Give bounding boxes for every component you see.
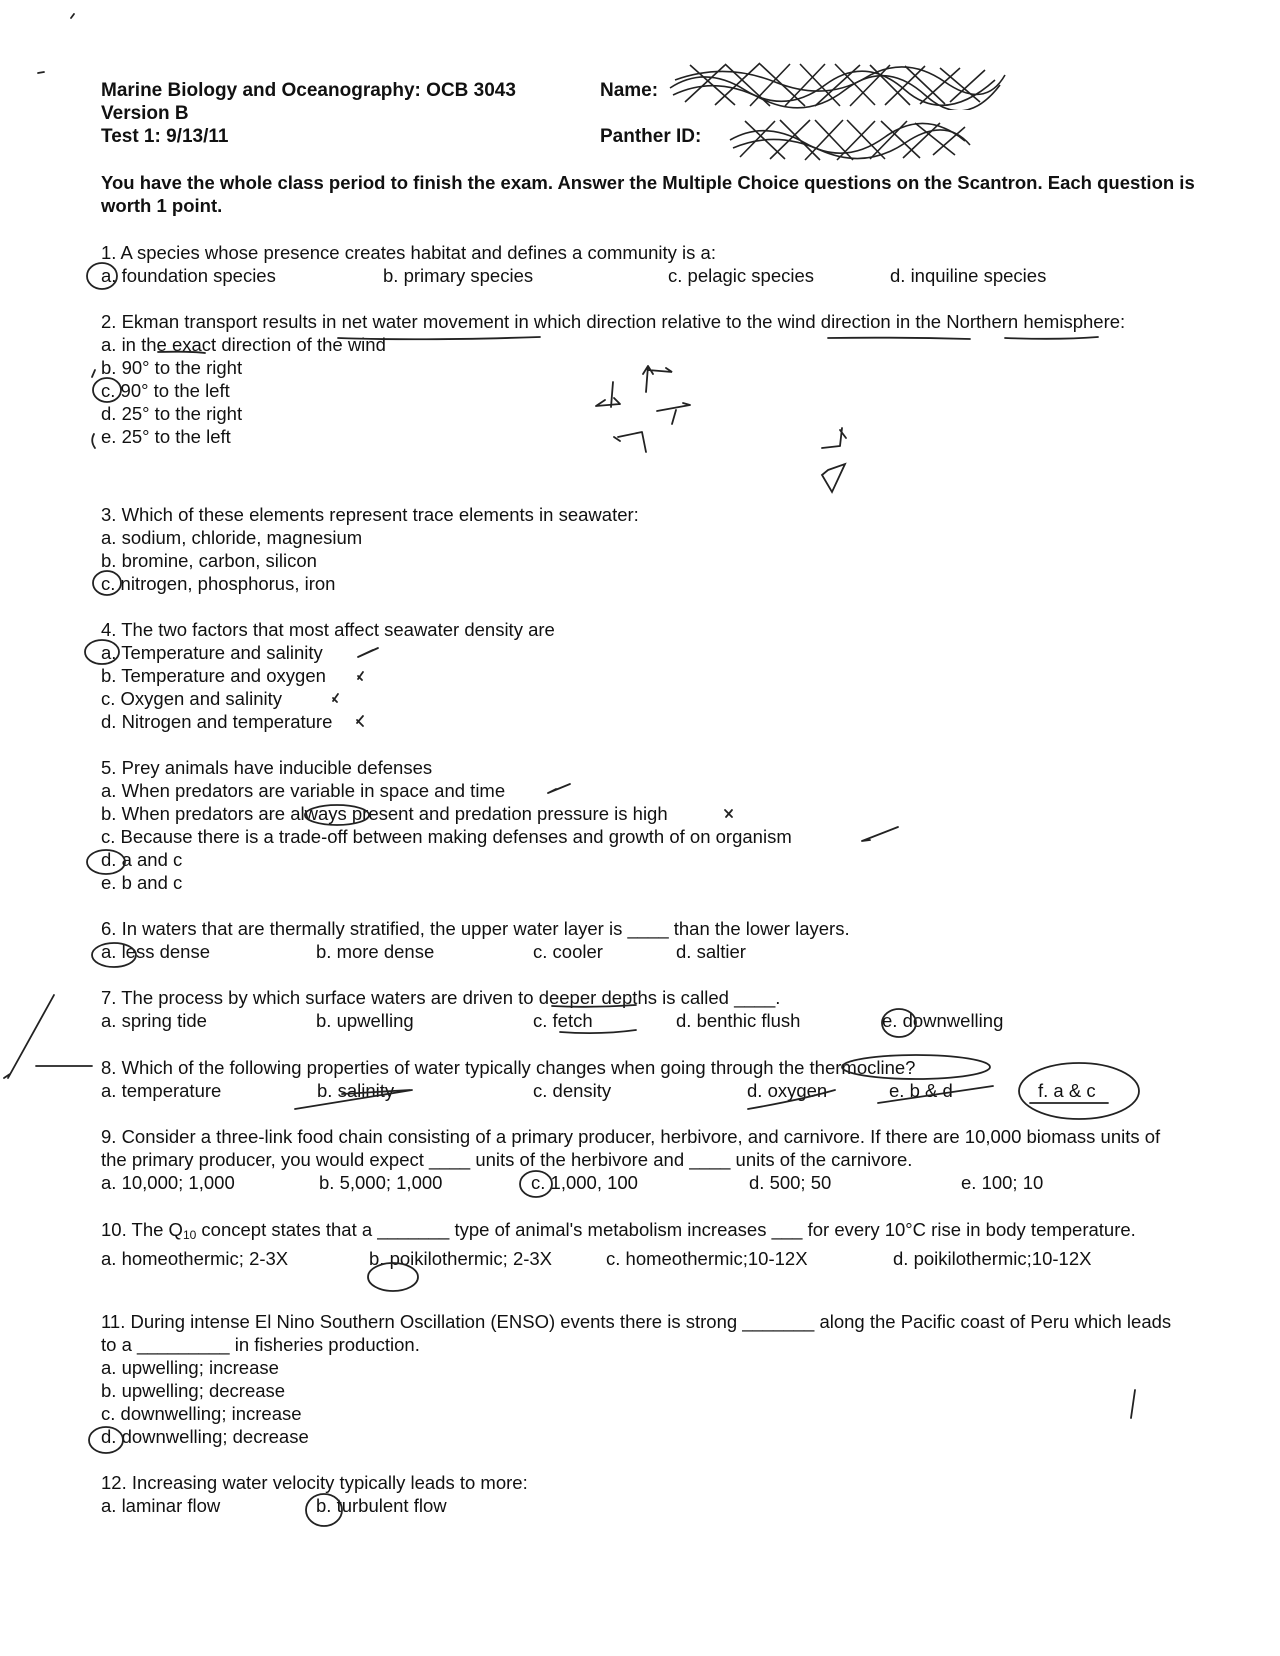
option-e: e. b & d <box>889 1080 953 1101</box>
question-stem: 4. The two factors that most affect seawater density are <box>101 619 555 640</box>
option-c: c. Because there is a trade-off between making defenses and growth of on organism <box>101 826 792 847</box>
option-a: a. temperature <box>101 1080 222 1101</box>
option-b: b. upwelling <box>316 1010 414 1031</box>
option-b: b. bromine, carbon, silicon <box>101 550 317 571</box>
option-c: c. 90° to the left <box>101 380 230 401</box>
option-b: b. 5,000; 1,000 <box>319 1172 443 1193</box>
question-stem: 7. The process by which surface waters are driven to deeper depths is called ____. <box>101 987 781 1008</box>
option-a: a. less dense <box>101 941 211 962</box>
option-a: a. 10,000; 1,000 <box>101 1172 235 1193</box>
option-d: d. inquiline species <box>890 265 1047 286</box>
option-d: d. a and c <box>101 849 183 870</box>
option-b: b. more dense <box>316 941 435 962</box>
question-2 <box>101 310 1181 448</box>
question-stem: 12. Increasing water velocity typically leads to more: <box>101 1472 528 1493</box>
option-c: c. density <box>533 1080 612 1101</box>
name-redaction-scribble <box>665 60 1010 110</box>
option-c: c. nitrogen, phosphorus, iron <box>101 573 336 594</box>
option-b: b. Temperature and oxygen <box>101 665 326 686</box>
question-stem: 1. A species whose presence creates habitat and defines a community is a: <box>101 242 716 263</box>
option-a: a. upwelling; increase <box>101 1357 279 1378</box>
option-d: d. oxygen <box>747 1080 828 1101</box>
option-b: b. When predators are always present and predation pressure is high <box>101 803 668 824</box>
question-stem: 6. In waters that are thermally stratified, the upper water layer is ____ than the lower layers. <box>101 918 850 939</box>
question-4 <box>101 618 555 733</box>
option-d: d. saltier <box>676 941 746 962</box>
option-d: d. 500; 50 <box>749 1172 832 1193</box>
question-8 <box>101 1056 1181 1102</box>
question-7 <box>101 986 1181 1032</box>
option-c: c. pelagic species <box>668 265 815 286</box>
option-a: a. spring tide <box>101 1010 207 1031</box>
id-redaction-scribble <box>725 115 975 165</box>
option-a: a. laminar flow <box>101 1495 221 1516</box>
option-b: b. poikilothermic; 2-3X <box>369 1248 553 1269</box>
question-5 <box>101 756 792 894</box>
option-a: a. When predators are variable in space and time <box>101 780 506 801</box>
question-3 <box>101 503 639 595</box>
stem-part: concept states that a _______ type of animal's metabolism increases ___ for every 10°C rise in body temperature. <box>196 1219 1136 1240</box>
exam-header <box>101 79 516 148</box>
stem-part: 10. The Q <box>101 1219 183 1240</box>
option-d: d. 25° to the right <box>101 403 243 424</box>
option-c: c. 1,000, 100 <box>531 1172 638 1193</box>
option-a: a. foundation species <box>101 265 276 286</box>
question-stem <box>101 1218 1181 1247</box>
option-f: f. a & c <box>1038 1080 1096 1101</box>
question-6 <box>101 917 1181 963</box>
option-b: b. primary species <box>383 265 534 286</box>
option-c: c. fetch <box>533 1010 593 1031</box>
question-stem: 11. During intense El Nino Southern Oscillation (ENSO) events there is strong _______ along the Pacific coast of Peru which leads to a _________ in fisheries production. <box>101 1311 1172 1355</box>
option-a: a. Temperature and salinity <box>101 642 323 663</box>
option-e: e. b and c <box>101 872 183 893</box>
question-stem: 3. Which of these elements represent trace elements in seawater: <box>101 504 639 525</box>
option-e: e. 100; 10 <box>961 1172 1044 1193</box>
id-label: Panther ID: <box>600 126 702 147</box>
option-c: c. Oxygen and salinity <box>101 688 282 709</box>
option-b: b. salinity <box>317 1080 395 1101</box>
question-12 <box>101 1471 1181 1517</box>
test-date: Test 1: 9/13/11 <box>101 126 229 147</box>
version-label: Version B <box>101 103 189 124</box>
question-stem: 5. Prey animals have inducible defenses <box>101 757 433 778</box>
name-label: Name: <box>600 80 659 101</box>
option-c: c. cooler <box>533 941 603 962</box>
q10-subscript: 10 <box>182 1228 197 1242</box>
option-d: d. downwelling; decrease <box>101 1426 309 1447</box>
question-1 <box>101 241 1181 287</box>
option-d: d. poikilothermic;10-12X <box>893 1248 1092 1269</box>
option-e: e. downwelling <box>882 1010 1004 1031</box>
option-b: b. turbulent flow <box>316 1495 447 1516</box>
option-c: c. homeothermic;10-12X <box>606 1248 808 1269</box>
option-a: a. in the exact direction of the wind <box>101 334 386 355</box>
question-stem: 8. Which of the following properties of water typically changes when going through the thermocline? <box>101 1057 916 1078</box>
question-stem: 2. Ekman transport results in net water movement in which direction relative to the wind direction in the Northern hemisphere: <box>101 311 1126 332</box>
option-a: a. homeothermic; 2-3X <box>101 1248 289 1269</box>
question-stem: 9. Consider a three-link food chain consisting of a primary producer, herbivore, and carnivore. If there are 10,000 biomass units of the primary producer, you would expect ____ units of the herbivore and ____ units of the carnivore. <box>101 1126 1161 1170</box>
option-d: d. Nitrogen and temperature <box>101 711 333 732</box>
option-b: b. 90° to the right <box>101 357 243 378</box>
question-9 <box>101 1125 1181 1194</box>
instructions: You have the whole class period to finish the exam. Answer the Multiple Choice questions on the Scantron. Each question is worth 1 point. <box>101 172 1195 216</box>
option-a: a. sodium, chloride, magnesium <box>101 527 363 548</box>
question-10 <box>101 1218 1181 1270</box>
course-title: Marine Biology and Oceanography: OCB 3043 <box>101 80 516 101</box>
option-e: e. 25° to the left <box>101 426 231 447</box>
question-11 <box>101 1310 1181 1448</box>
option-d: d. benthic flush <box>676 1010 801 1031</box>
option-c: c. downwelling; increase <box>101 1403 302 1424</box>
option-b: b. upwelling; decrease <box>101 1380 286 1401</box>
